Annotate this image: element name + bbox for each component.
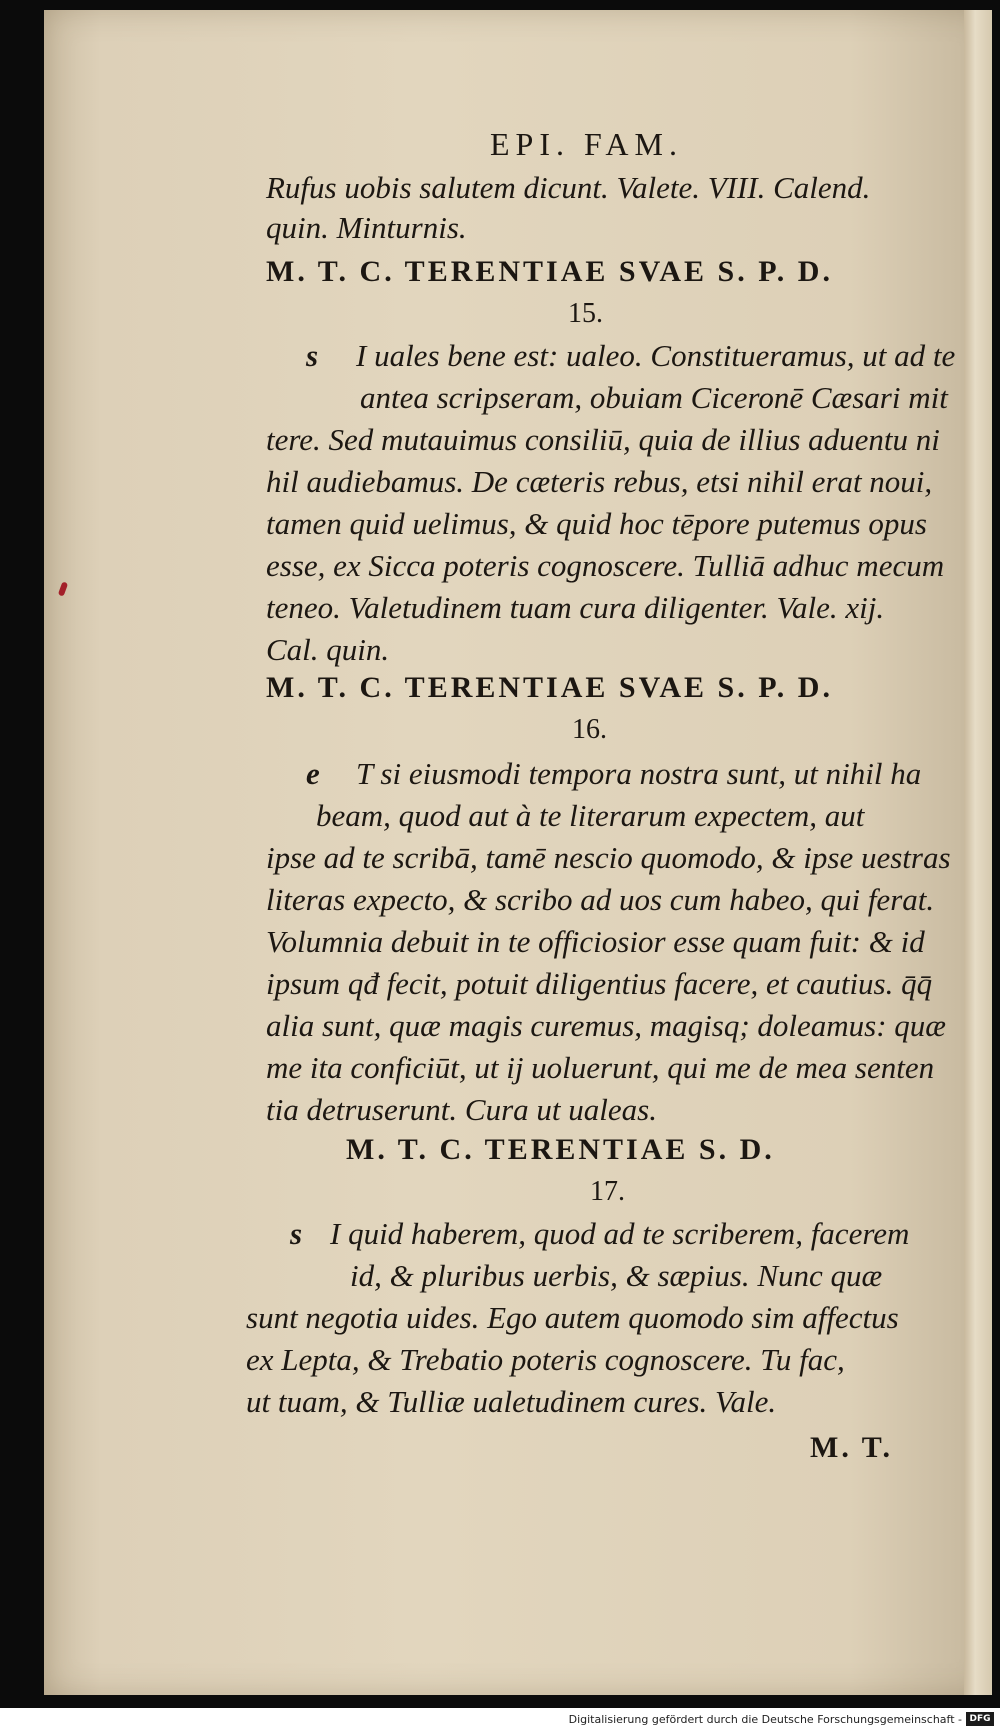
text-line: ipsum qđ fecit, potuit diligentius facere, et cautius. q̄q̄ — [266, 966, 933, 1001]
text-line: Cal. quin. — [266, 632, 390, 667]
text-line: T si eiusmodi tempora nostra sunt, ut nihil ha — [356, 756, 922, 791]
initial-guide-letter: s — [306, 338, 319, 373]
letter-number: 16. — [572, 714, 607, 745]
text-line: tia detruserunt. Cura ut ualeas. — [266, 1092, 657, 1127]
text-line: beam, quod aut à te literarum expectem, aut — [316, 798, 865, 833]
text-line: esse, ex Sicca poteris cognoscere. Tulliā adhuc mecum — [266, 548, 945, 583]
text-line: quin. Minturnis. — [266, 210, 467, 245]
catchword: M. T. — [810, 1431, 894, 1464]
initial-guide-letter: s — [290, 1216, 303, 1251]
text-line: teneo. Valetudinem tuam cura diligenter. Vale. xij. — [266, 590, 885, 625]
text-line: Volumnia debuit in te officiosior esse quam fuit: & id — [266, 924, 925, 959]
text-line: tere. Sed mutauimus consiliū, quia de illius aduentu ni — [266, 422, 940, 457]
text-line: hil audiebamus. De cæteris rebus, etsi nihil erat noui, — [266, 464, 933, 499]
letter-heading: M. T. C. TERENTIAE S. D. — [346, 1133, 775, 1166]
text-line: ex Lepta, & Trebatio poteris cognoscere. Tu fac, — [246, 1342, 845, 1377]
text-line: Rufus uobis salutem dicunt. Valete. VIII. Calend. — [266, 170, 871, 205]
digitization-credit: Digitalisierung gefördert durch die Deutsche Forschungsgemeinschaft - — [568, 1713, 962, 1726]
text-line: me ita conficiūt, ut ij uoluerunt, qui me de mea senten — [266, 1050, 935, 1085]
letter-number: 15. — [568, 298, 603, 329]
text-line: I uales bene est: ualeo. Constitueramus, ut ad te — [356, 338, 956, 373]
dfg-logo: DFG — [966, 1712, 994, 1726]
initial-guide-letter: e — [306, 756, 320, 791]
text-line: I quid haberem, quod ad te scriberem, facerem — [330, 1216, 910, 1251]
letter-heading: M. T. C. TERENTIAE SVAE S. P. D. — [266, 671, 833, 704]
text-line: literas expecto, & scribo ad uos cum habeo, qui ferat. — [266, 882, 935, 917]
text-line: ut tuam, & Tulliæ ualetudinem cures. Vale. — [246, 1384, 777, 1419]
text-line: antea scripseram, obuiam Ciceronē Cæsari mit — [360, 380, 948, 415]
text-line: tamen quid uelimus, & quid hoc tēpore putemus opus — [266, 506, 927, 541]
letter-number: 17. — [590, 1176, 625, 1207]
text-line: alia sunt, quæ magis curemus, magisq; doleamus: quæ — [266, 1008, 946, 1043]
text-line: sunt negotia uides. Ego autem quomodo sim affectus — [246, 1300, 899, 1335]
text-line: ipse ad te scribā, tamē nescio quomodo, & ipse uestras — [266, 840, 951, 875]
running-head: EPI. FAM. — [490, 126, 683, 162]
letter-heading: M. T. C. TERENTIAE SVAE S. P. D. — [266, 255, 833, 288]
text-line: id, & pluribus uerbis, & sæpius. Nunc quæ — [350, 1258, 883, 1293]
